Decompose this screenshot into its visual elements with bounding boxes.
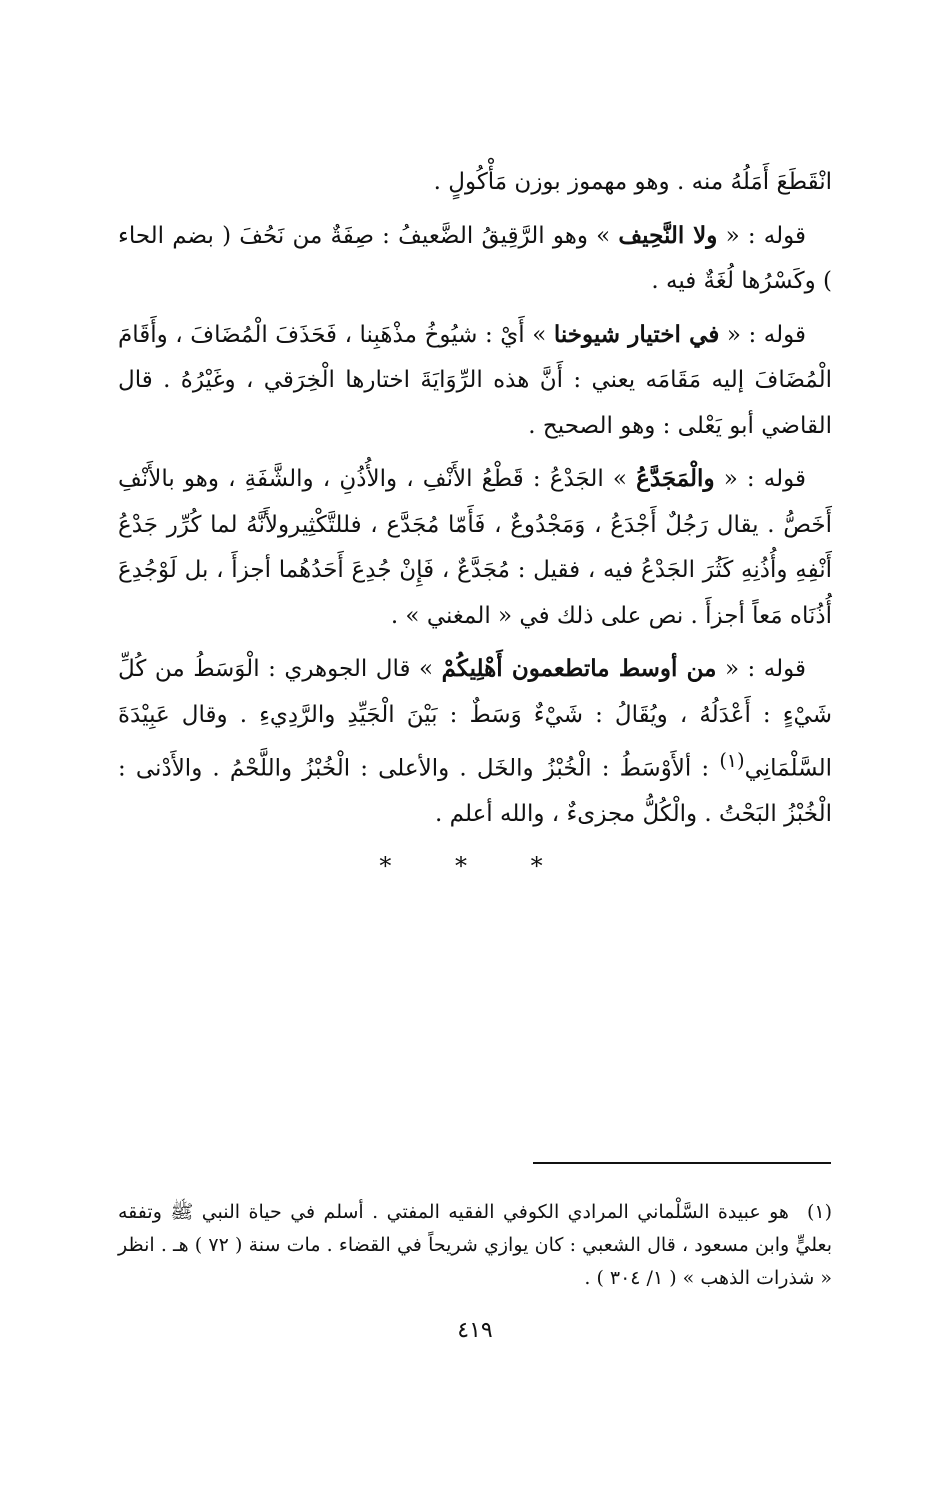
paragraph: قوله : « من أوسط ماتطعمون أَهْلِيكُمْ » قال الجوهري : الْوَسَطُ من كُلِّ شَيْءٍ : أَعْدَلُهُ ، ويُقَالُ : شَيْءٌ وَسَطٌ : بَيْنَ الْجَيِّدِ والرَّدِيءِ . وقال عَبِيْدَةَ السَّلْمَانِي$^{(١)}$ : ألأَوْسَطُ : الْخُبْزُ والخَل . والأعلى : الْخُبْزُ واللَّحْمُ . والأَدْنى : الْخُبْزُ البَحْتُ . والْكُلُّ مجزىءٌ ، والله أعلم . <box>118 655 832 828</box>
quoted-term: في اختيار شيوخنا <box>553 320 720 348</box>
paragraph: قوله : « ولا النَّحِيف » وهو الرَّقِيقُ الضَّعيفُ : صِفَةٌ من نَحُفَ ( بضم الحاء ) وكَسْرُها لُغَةٌ فيه . <box>118 221 832 294</box>
footnote-reference: (١) <box>719 749 745 772</box>
paragraph: قوله : « والْمَجَدَّعُ » الجَدْعُ : قَطْعُ الأَنْفِ ، والأُذُنِ ، والشَّفَةِ ، وهو بالأَنْفِ أَخَصُّ . يقال رَجُلٌ أَجْدَعُ ، وَمَجْدُوعٌ ، فَأَمّا مُجَدَّع ، فللتَّكْثِيرولأَنَّهُ لما كُرِّر جَدْعُ أَنْفِهِ وأُذُنِهِ كَثُرَ الجَدْعُ فيه ، فقيل : مُجَدَّعٌ ، فَإِنْ جُدِعَ أَحَدُهُما أجزأَ ، بل لَوْجُدِعَ أُذُنَاه مَعاً أجزأَ . نص على ذلك في « المغني » . <box>118 465 832 629</box>
footnote-number: (١) <box>806 1201 832 1223</box>
paragraph: انْقَطَعَ أَمَلُهُ منه . وهو مهموز بوزن مَأْكُولٍ . <box>433 169 832 195</box>
paragraph: قوله : « في اختيار شيوخنا » أَيْ : شيُوخُ مذْهَبِنا ، فَحَذَفَ الْمُضَافَ ، وأَقَامَ الْمُضَافَ إليه مَقَامَه يعني : أَنَّ هذه الرِّوَايَةَ اختارها الْخِرَقي ، وغَيْرُهُ . قال القاضي أبو يَعْلى : وهو الصحيح . <box>118 320 832 439</box>
main-text <box>118 160 832 845</box>
quoted-term: ولا النَّحِيف <box>618 221 718 249</box>
quoted-term: والْمَجَدَّعُ <box>636 465 715 492</box>
quoted-term: من أوسط ماتطعمون أَهْلِيكُمْ <box>441 655 717 682</box>
page-number: ٤١٩ <box>457 1318 493 1343</box>
section-separator: * * * <box>379 852 571 880</box>
footnote-divider <box>533 1162 831 1164</box>
footnote-text: هو عبيدة السَّلْماني المرادي الكوفي الفقيه المفتي . أسلم في حياة النبي ﷺ وتفقه بعليٍّ وابن مسعود ، قال الشعبي : كان يوازي شريحاً في القضاء . مات سنة ( ٧٢ ) هـ . انظر « شذرات الذهب » ( ١/ ٣٠٤ ) . <box>118 1201 832 1289</box>
footnote <box>118 1196 832 1295</box>
